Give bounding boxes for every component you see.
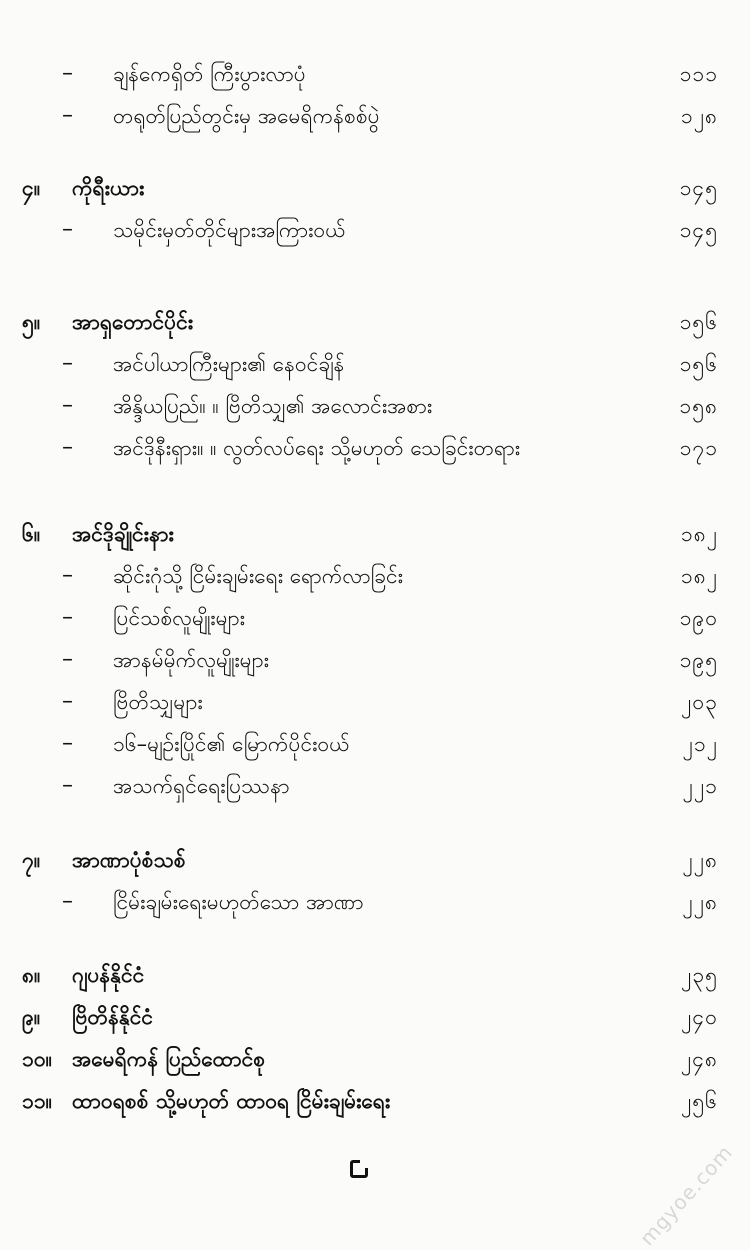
toc-subentry-row (0, 766, 750, 806)
page-corner-icon (350, 1160, 368, 1178)
page-number: ၂၂၈ (682, 890, 718, 914)
subentry-title: အိန္ဒိယပြည်။ ။ ဗြိတိသျှ၏ အလောင်းအစား (113, 394, 433, 418)
dash-bullet: – (62, 689, 73, 714)
subentry-title: အသက်ရှင်ရေးပြဿနာ (113, 774, 290, 798)
page-number: ၁၄၅ (679, 176, 718, 200)
page-number: ၂၂၈ (682, 848, 718, 872)
page-number: ၂၄၀ (681, 1005, 718, 1029)
page-number: ၂၄၈ (680, 1047, 718, 1071)
subentry-title: ပြင်သစ်လူမျိုးများ (113, 606, 245, 630)
page-number: ၁၂၈ (680, 104, 718, 128)
dash-bullet: – (62, 217, 73, 242)
toc-chapter-row (0, 1081, 750, 1121)
chapter-number: ၁၁။ (22, 1089, 52, 1113)
toc-subentry-row (0, 96, 750, 136)
dash-bullet: – (62, 731, 73, 756)
page-number: ၁၅၈ (679, 394, 718, 418)
toc-subentry-row (0, 386, 750, 426)
subentry-title: ငြိမ်းချမ်းရေးမဟုတ်သော အာဏာ (113, 890, 364, 914)
page-number: ၁၄၅ (679, 218, 718, 242)
toc-chapter-row (0, 840, 750, 880)
toc-subentry-row (0, 54, 750, 94)
dash-bullet: – (62, 61, 73, 86)
subentry-title: ဗြိတိသျှများ (113, 690, 203, 714)
chapter-title: အင်ဒိုချိုင်းနား (72, 522, 174, 546)
toc-chapter-row (0, 1039, 750, 1079)
toc-subentry-row (0, 428, 750, 468)
page-number: ၁၅၆ (679, 310, 718, 334)
chapter-number: ၆။ (22, 522, 41, 546)
subentry-title: ချန်ကေရှိတ် ကြီးပွားလာပုံ (113, 62, 306, 86)
subentry-title: တရုတ်ပြည်တွင်းမှ အမေရိကန်စစ်ပွဲ (113, 104, 380, 128)
subentry-title: ၁၆–မျဉ်းပြိုင်၏ မြောက်ပိုင်းဝယ် (113, 732, 350, 756)
dash-bullet: – (62, 351, 73, 376)
toc-subentry-row (0, 598, 750, 638)
toc-subentry-row (0, 724, 750, 764)
dash-bullet: – (62, 563, 73, 588)
page-number: ၁၁၁ (679, 62, 718, 86)
chapter-title: ဗြိတိန်နိုင်ငံ (72, 1005, 153, 1029)
subentry-title: ဆိုင်းဂုံသို့ ငြိမ်းချမ်းရေး ရောက်လာခြင်း (113, 564, 403, 588)
dash-bullet: – (62, 605, 73, 630)
page-number: ၁၈၂ (680, 522, 718, 546)
toc-subentry-row (0, 210, 750, 250)
page-number: ၁၈၂ (680, 564, 718, 588)
dash-bullet: – (62, 103, 73, 128)
chapter-title: အာရှတောင်ပိုင်း (72, 310, 194, 334)
chapter-number: ၅။ (22, 310, 41, 334)
dash-bullet: – (62, 889, 73, 914)
dash-bullet: – (62, 393, 73, 418)
subentry-title: အာနမ်မိုက်လူမျိုးများ (113, 648, 269, 672)
page-number: ၁၉၅ (679, 648, 718, 672)
page-number: ၁၅၆ (679, 352, 718, 376)
chapter-number: ၄။ (22, 176, 41, 200)
toc-chapter-row (0, 997, 750, 1037)
subentry-title: အင်ဒိုနီးရှား။ ။ လွတ်လပ်ရေး သို့မဟုတ် သေခြင်းတရား (113, 436, 521, 460)
page-number: ၂၅၆ (681, 1089, 718, 1113)
chapter-number: ၈။ (22, 963, 41, 987)
chapter-title: အာဏာပုံစံသစ် (72, 848, 186, 872)
toc-chapter-row (0, 514, 750, 554)
chapter-title: ထာဝရစစ် သို့မဟုတ် ထာဝရ ငြိမ်းချမ်းရေး (72, 1089, 391, 1113)
chapter-number: ၇။ (22, 848, 41, 872)
chapter-title: အမေရိကန် ပြည်ထောင်စု (72, 1047, 266, 1071)
toc-chapter-row (0, 302, 750, 342)
dash-bullet: – (62, 435, 73, 460)
toc-subentry-row (0, 882, 750, 922)
page-number: ၂၁၂ (682, 732, 718, 756)
page-number: ၁၇၁ (679, 436, 718, 460)
chapter-title: ဂျပန်နိုင်ငံ (72, 963, 145, 987)
chapter-number: ၉။ (22, 1005, 41, 1029)
chapter-title: ကိုရီးယား (72, 176, 145, 200)
dash-bullet: – (62, 647, 73, 672)
toc-chapter-row (0, 955, 750, 995)
toc-subentry-row (0, 640, 750, 680)
toc-subentry-row (0, 556, 750, 596)
toc-subentry-row (0, 682, 750, 722)
page-number: ၂၀၃ (681, 690, 718, 714)
toc-subentry-row (0, 344, 750, 384)
dash-bullet: – (62, 773, 73, 798)
page-number: ၂၃၅ (681, 963, 718, 987)
page-number: ၁၉၀ (679, 606, 718, 630)
subentry-title: အင်ပါယာကြီးများ၏ နေဝင်ချိန် (113, 352, 345, 376)
toc-chapter-row (0, 168, 750, 208)
subentry-title: သမိုင်းမှတ်တိုင်များအကြားဝယ် (113, 218, 346, 242)
watermark: mgyoe.com (635, 1140, 738, 1250)
chapter-number: ၁၀။ (22, 1047, 52, 1071)
page-number: ၂၂၁ (682, 774, 718, 798)
